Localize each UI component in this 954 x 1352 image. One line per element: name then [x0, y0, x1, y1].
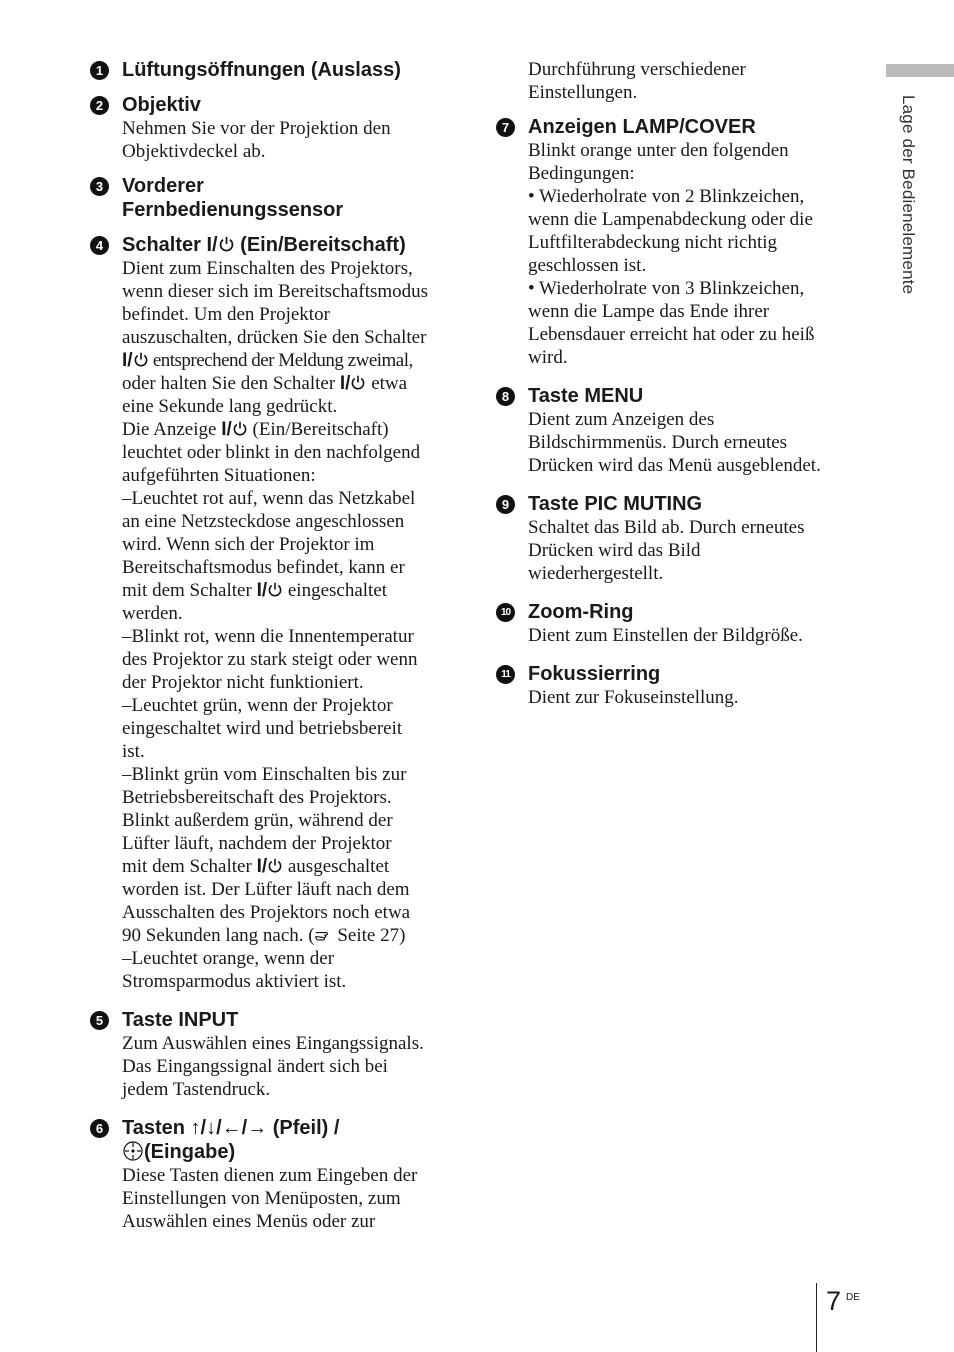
item-number-badge: 7 — [496, 118, 515, 137]
right-column — [496, 58, 866, 709]
item-number-badge: 8 — [496, 387, 515, 406]
side-tab-marker — [886, 64, 954, 77]
side-section-label: Lage der Bedienelemente — [899, 95, 918, 295]
section-heading: Taste MENU — [528, 385, 644, 407]
dash-item: –Leuchtet orange, wenn der Stromsparmodus aktiviert ist. — [122, 948, 347, 992]
section-9 — [496, 492, 866, 585]
left-column — [90, 58, 462, 1233]
item-number-badge: 3 — [90, 177, 109, 196]
item-number-badge: 4 — [90, 236, 109, 255]
section-heading: Zoom-Ring — [528, 601, 634, 623]
section-2 — [90, 93, 462, 163]
section-1 — [90, 58, 462, 82]
section-6 — [90, 1116, 462, 1233]
page-language-code: DE — [846, 1292, 860, 1303]
dash-item: –Leuchtet grün, wenn der Projektor eingeschaltet wird und betriebsbereit ist. — [122, 695, 403, 762]
section-body — [528, 58, 866, 104]
body-line: Dient zur Fokuseinstellung. — [528, 687, 739, 708]
section-body — [122, 1164, 462, 1233]
item-number-badge: 1 — [90, 61, 109, 80]
body-line: Blinkt orange unter den folgenden — [528, 140, 789, 161]
item-number-badge: 2 — [90, 96, 109, 115]
body-line: Diese Tasten dienen zum Eingeben der — [122, 1165, 418, 1186]
item-number-badge: 10 — [496, 603, 515, 622]
section-11 — [496, 662, 866, 709]
body-line: wiederhergestellt. — [528, 563, 664, 584]
dash-item: –Leuchtet rot auf, wenn das Netzkabel an eine Netzsteckdose angeschlossen wird. Wenn sich der Projektor im Bereitschaftsmodus befindet, kann er mit dem Schalter I/ eingeschaltet werden. — [122, 488, 416, 624]
body-line: Dient zum Einschalten des Projektors, — [122, 258, 413, 279]
bullet-item: • Wiederholrate von 2 Blinkzeichen, wenn die Lampenabdeckung oder die Luftfilterabdeckung nicht richtig geschlossen ist. — [528, 186, 813, 276]
section-heading: Taste PIC MUTING — [528, 493, 703, 515]
heading-line: Fernbedienungssensor — [122, 199, 344, 221]
power-standby-icon — [267, 857, 283, 874]
arrow-keys-icon: ↑/↓/←/→ — [190, 1117, 268, 1139]
dash-item: –Blinkt grün vom Einschalten bis zur Betriebsbereitschaft des Projektors. Blinkt außerdem grün, während der Lüfter läuft, nachdem der Projektor mit dem Schalter I/ ausgeschaltet worden ist. Der Lüfter läuft nach dem Ausschalten des Projektors noch etwa 90 Sekunden lang nach. ( Seite 27) — [122, 764, 411, 946]
section-heading: Objektiv — [122, 94, 201, 116]
section-heading — [122, 233, 462, 257]
body-line: aufgeführten Situationen: — [122, 465, 316, 486]
item-number-badge: 6 — [90, 1119, 109, 1138]
heading-line: Vorderer — [122, 175, 204, 197]
item-number-badge: 9 — [496, 495, 515, 514]
section-heading: Anzeigen LAMP/COVER — [528, 116, 756, 138]
section-body — [122, 257, 462, 993]
section-6-continued — [496, 58, 866, 104]
section-10 — [496, 600, 866, 647]
body-line: Zum Auswählen eines Eingangssignals. — [122, 1033, 424, 1054]
page-number: 7 — [826, 1286, 842, 1316]
section-body — [528, 516, 866, 585]
body-line: Auswählen eines Menüs oder zur — [122, 1211, 376, 1232]
section-body — [122, 117, 462, 163]
section-heading: Lüftungsöffnungen (Auslass) — [122, 59, 401, 81]
section-7 — [496, 115, 866, 369]
body-line: Dient zum Einstellen der Bildgröße. — [528, 625, 803, 646]
body-line: Objektivdeckel ab. — [122, 141, 266, 162]
section-body — [528, 139, 866, 369]
dash-item: –Blinkt rot, wenn die Innentemperatur des Projektor zu stark steigt oder wenn der Projektor nicht funktioniert. — [122, 626, 418, 693]
section-5 — [90, 1008, 462, 1101]
body-line: Drücken wird das Bild — [528, 540, 701, 561]
section-heading — [122, 174, 462, 222]
power-standby-icon — [350, 374, 366, 391]
body-line: Einstellungen. — [528, 82, 638, 103]
body-line: auszuschalten, drücken Sie den Schalter — [122, 327, 427, 348]
power-standby-icon — [218, 235, 235, 253]
body-line: Einstellungen von Menüposten, zum — [122, 1188, 401, 1209]
body-line: Das Eingangssignal ändert sich bei — [122, 1056, 388, 1077]
body-line: Schaltet das Bild ab. Durch erneutes — [528, 517, 805, 538]
body-line: Durchführung verschiedener — [528, 59, 746, 80]
body-line: Die Anzeige I/ (Ein/Bereitschaft) — [122, 419, 389, 440]
see-page-hand-icon — [315, 928, 333, 942]
body-line: Nehmen Sie vor der Projektion den — [122, 118, 391, 139]
section-8 — [496, 384, 866, 477]
section-heading: Tasten ↑/↓/←/→ (Pfeil) / (Eingabe) — [122, 1117, 340, 1163]
heading-text: (Ein/Bereitschaft) — [234, 234, 406, 256]
section-3 — [90, 174, 462, 222]
section-heading: Fokussierring — [528, 663, 661, 685]
power-standby-icon — [133, 351, 149, 368]
body-line: befindet. Um den Projektor — [122, 304, 330, 325]
item-number-badge: 5 — [90, 1011, 109, 1030]
section-body — [528, 408, 866, 477]
section-body — [528, 624, 866, 647]
body-line: Bildschirmmenüs. Durch erneutes — [528, 432, 788, 453]
body-line: jedem Tastendruck. — [122, 1079, 271, 1100]
section-4 — [90, 233, 462, 993]
section-body — [528, 686, 866, 709]
body-line: Drücken wird das Menü ausgeblendet. — [528, 455, 821, 476]
enter-crosshair-icon — [122, 1140, 144, 1162]
power-standby-icon — [232, 420, 248, 437]
section-heading: Taste INPUT — [122, 1009, 239, 1031]
body-line: wenn dieser sich im Bereitschaftsmodus — [122, 281, 429, 302]
body-line: eine Sekunde lang gedrückt. — [122, 396, 338, 417]
body-line: Dient zum Anzeigen des — [528, 409, 715, 430]
body-line: I/ entsprechend der Meldung zweimal, — [122, 350, 413, 371]
footer-divider — [816, 1283, 817, 1352]
body-line: oder halten Sie den Schalter I/ etwa — [122, 373, 408, 394]
body-line: leuchtet oder blinkt in den nachfolgend — [122, 442, 421, 463]
power-standby-icon — [267, 581, 283, 598]
body-line: Bedingungen: — [528, 163, 635, 184]
section-body — [122, 1032, 462, 1101]
bullet-item: • Wiederholrate von 3 Blinkzeichen, wenn die Lampe das Ende ihrer Lebensdauer erreicht hat oder zu heiß wird. — [528, 278, 815, 368]
item-number-badge: 11 — [496, 665, 515, 684]
heading-text: Schalter I/ — [122, 234, 218, 256]
